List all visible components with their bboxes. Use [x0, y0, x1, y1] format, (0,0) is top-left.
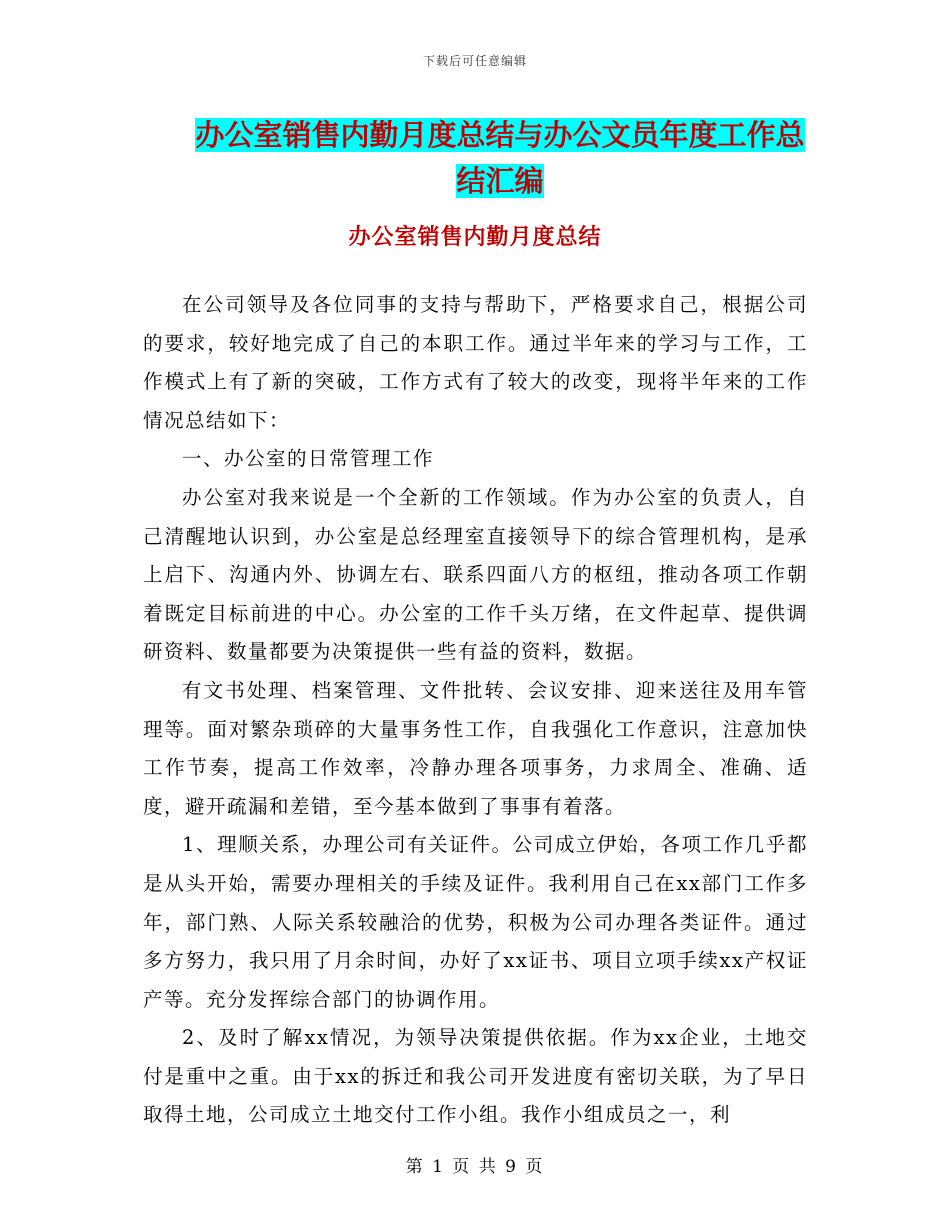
paragraph-office-role: 办公室对我来说是一个全新的工作领域。作为办公室的负责人，自己清醒地认识到，办公室是总经理室直接领导下的综合管理机构，是承上启下、沟通内外、协调左右、联系四面八方的枢纽，推动各项工作朝着既定目标前进的中心。办公室的工作千头万绪，在文件起草、提供调研资料、数量都要为决策提供一些有益的资料，数据。	[143, 485, 808, 664]
document-title-text: 办公室销售内勤月度总结与办公文员年度工作总结汇编	[195, 118, 805, 198]
document-body	[143, 286, 808, 1135]
paragraph-item-1: 1、理顺关系，办理公司有关证件。公司成立伊始，各项工作几乎都是从头开始，需要办理相关的手续及证件。我利用自己在xx部门工作多年，部门熟、人际关系较融洽的优势，积极为公司办理各类证件。通过多方努力，我只用了月余时间，办好了xx证书、项目立项手续xx产权证产等。充分发挥综合部门的协调作用。	[143, 833, 808, 1011]
paragraph-item-2: 2、及时了解xx情况，为领导决策提供依据。作为xx企业，土地交付是重中之重。由于xx的拆迁和我公司开发进度有密切关联，为了早日取得土地，公司成立土地交付工作小组。我作小组成员之一，利	[143, 1026, 808, 1127]
paragraph-document-handling: 有文书处理、档案管理、文件批转、会议安排、迎来送往及用车管理等。面对繁杂琐碎的大量事务性工作，自我强化工作意识，注意加快工作节奏，提高工作效率，冷静办理各项事务，力求周全、准确、适度，避开疏漏和差错，至今基本做到了事事有着落。	[143, 678, 808, 818]
section-title: 办公室销售内勤月度总结	[348, 225, 602, 250]
page-footer: 第 1 页 共 9 页	[405, 1157, 545, 1177]
paragraph-intro: 在公司领导及各位同事的支持与帮助下，严格要求自己，根据公司的要求，较好地完成了自己的本职工作。通过半年来的学习与工作，工作模式上有了新的突破，工作方式有了较大的改变，现将半年来的工作情况总结如下：	[143, 293, 808, 432]
heading-daily-management: 一、办公室的日常管理工作	[182, 447, 435, 471]
header-note: 下载后可任意编辑	[422, 54, 527, 68]
document-title	[190, 112, 810, 204]
